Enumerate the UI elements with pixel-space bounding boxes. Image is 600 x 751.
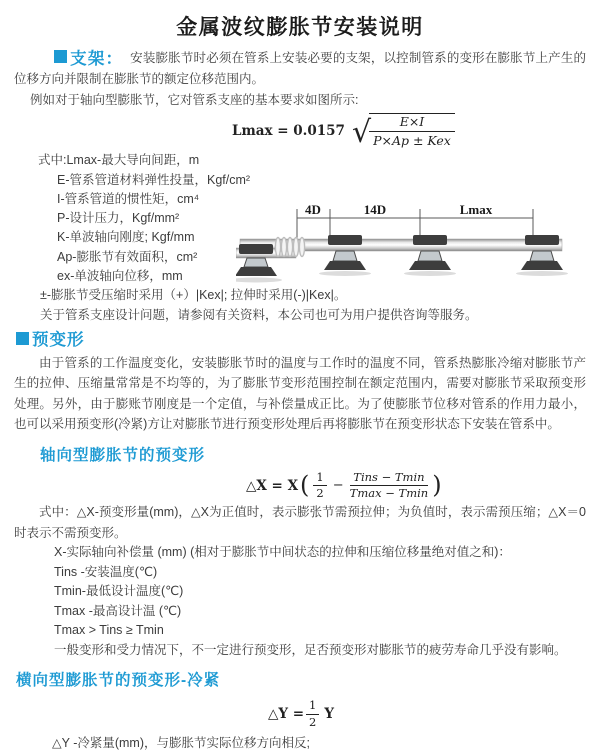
dimension-label-4d: 4D xyxy=(305,202,321,217)
fraction-numerator: Tins − Tmin xyxy=(350,471,427,486)
formula-lhs: △X = X xyxy=(246,477,299,494)
definition-line: ex-单波轴向位移，mm xyxy=(57,269,183,284)
predeform-section-title xyxy=(16,329,600,351)
definition-line: Tmax > Tins ≥ Tmin xyxy=(54,623,164,638)
lateral-formula xyxy=(268,699,600,728)
definition-line: Tmax -最高设计温 (℃) xyxy=(54,603,182,618)
dimension-label-lmax: Lmax xyxy=(459,202,493,217)
dimension-label-14d: 14D xyxy=(363,202,387,217)
predeform-body-text: 由于管系的工作温度变化，安装膨胀节时的温度与工作时的温度不同，管系热膨胀冷缩对膨胀节产生的拉伸、压缩量常常是不均等的，为了膨胀节变形范围控制在额定范围内，需要对膨胀节采取预变形处理。另外，由于膨账节刚度是一个定值，与补偿量成正比。为了使膨胀节位移对管系的作用力最小，也可以采用预变形(冷紧)方让对膨胀节进行预变形处理后再将膨胀节在预变形状态下安装在管系中。 xyxy=(14,355,586,432)
lmax-formula xyxy=(232,113,600,151)
section-heading-support: 支架： xyxy=(70,49,124,68)
formula-rhs: Y xyxy=(324,706,334,723)
fraction-one-half xyxy=(313,471,326,500)
temperature-fraction xyxy=(350,471,429,500)
formula-lhs: Lmax = 0.0157 xyxy=(232,122,345,139)
formula-denominator: P×Ap ± Kex xyxy=(373,132,451,148)
close-paren: ) xyxy=(432,470,442,499)
axial-definition-list xyxy=(0,543,600,660)
fraction-denominator: 2 xyxy=(309,714,317,729)
definition-line: X-实际轴向补偿量 (mm) (相对于膨胀节中间状态的拉伸和压缩位移量绝对值之和)： xyxy=(54,545,511,560)
definition-line: I-管系管道的惯性矩，cm⁴ xyxy=(57,191,200,206)
bellows-icon xyxy=(275,238,304,257)
sqrt-radical-icon: √ xyxy=(351,115,372,151)
open-paren: ( xyxy=(300,470,310,499)
definition-line: E-管系管道材料弹性投量，Kgf/cm² xyxy=(57,172,251,187)
lateral-note-text: △Y -冷紧量(mm)，与膨胀节实际位移方向相反; xyxy=(52,735,310,750)
fraction-one-half xyxy=(306,699,319,728)
lateral-subheading: 横向型膨胀节的预变形-冷紧 xyxy=(16,672,221,690)
axial-formula xyxy=(246,471,600,500)
pipe-support-diagram xyxy=(236,201,598,303)
definition-line: Ap-膨胀节有效面积，cm² xyxy=(57,249,198,264)
definition-line: 关于管系支座设计问题，请参阅有关资料，本公司也可为用户提供咨询等服务。 xyxy=(40,307,478,322)
axial-note-text: 式中：△X-预变形量(mm)，△X为正值时，表示膨张节需预拉伸；为负值时，表示需预压缩；△X＝0时表示不需预变形。 xyxy=(14,505,586,540)
definition-line: Tmin-最低设计温度(℃) xyxy=(54,584,184,599)
definition-line: 一般变形和受力情况下，不一定进行预变形，足否预变形对膨胀节的疲劳寿命几乎没有影响。 xyxy=(54,642,567,657)
support-example-text: 例如对于轴向型膨胀节，它对管系支座的基本要求如图所示: xyxy=(30,93,359,107)
fraction-denominator: Tmax − Tmin xyxy=(349,486,429,501)
formula-fraction xyxy=(369,113,455,148)
definition-line: K-单波轴向刚度; Kgf/mm xyxy=(57,230,195,245)
definition-line: P-设计压力，Kgf/mm² xyxy=(57,211,180,226)
support-intro-text: 安装膨胀节时必须在管系上安装必要的支架，以控制管系的变形在膨胀节上产生的位移方向并限制在膨胀节的额定位移范围内。 xyxy=(14,51,586,86)
page-title: 金属波纹膨胀节安装说明 xyxy=(176,16,424,39)
document-page xyxy=(0,11,600,748)
fraction-numerator: 1 xyxy=(306,699,319,714)
definition-line: Tins -安装温度(℃) xyxy=(54,564,158,579)
section-bullet-square xyxy=(16,332,29,345)
definition-line: ±-膨胀节受压缩时采用（+）|Kex|; 拉伸时采用(-)|Kex|。 xyxy=(40,288,347,303)
fraction-numerator: 1 xyxy=(313,471,326,486)
section-heading-predeform: 预变形 xyxy=(32,331,85,350)
minus-sign: − xyxy=(332,478,344,494)
definition-line: 式中:Lmax-最大导向间距，m xyxy=(38,153,200,168)
fraction-denominator: 2 xyxy=(316,486,324,501)
formula-lhs: △Y = xyxy=(268,706,305,723)
section-bullet-square xyxy=(54,50,67,63)
formula-numerator: E×I xyxy=(369,114,455,132)
axial-subheading: 轴向型膨胀节的预变形 xyxy=(40,446,206,464)
support-intro-paragraph xyxy=(14,48,586,90)
